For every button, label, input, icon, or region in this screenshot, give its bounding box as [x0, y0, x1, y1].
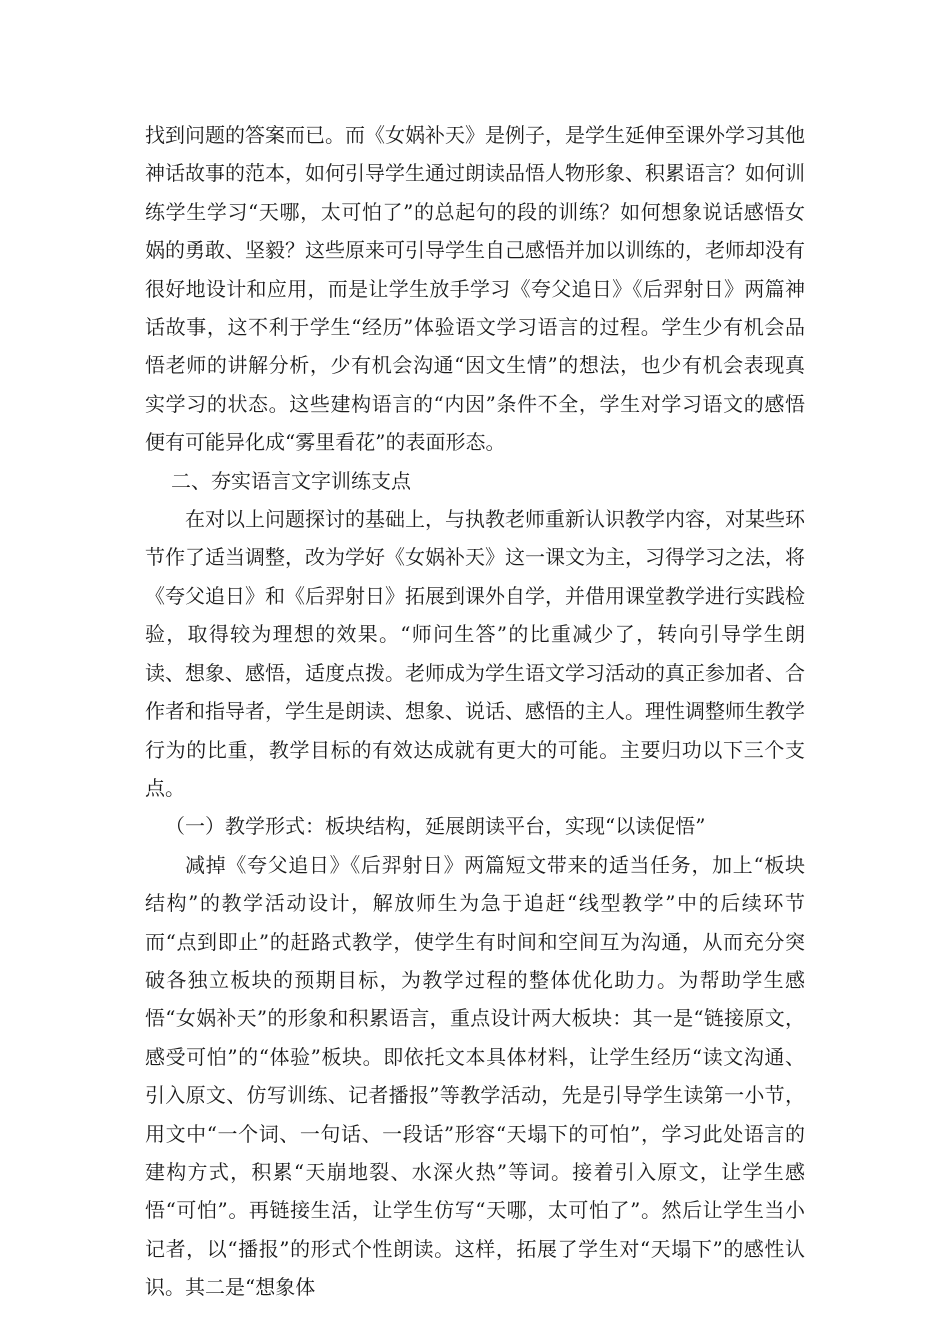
subsection-heading: （一）教学形式：板块结构，延展朗读平台，实现“以读促悟”	[165, 814, 706, 839]
paragraph-continuation: 找到问题的答案而已。而《女娲补天》是例子，是学生延伸至课外学习其他神话故事的范本，如何引导学生通过朗读品悟人物形象、积累语言？如何训练学生学习“天哪，太可怕了”的总起句的段的训练？如何想象说话感悟女娲的勇敢、坚毅？这些原来可引导学生自己感悟并加以训练的，老师却没有很好地设计和应用，而是让学生放手学习《夸父追日》《后羿射日》两篇神话故事，这不利于学生“经历”体验语文学习语言的过程。学生少有机会品悟老师的讲解分析，少有机会沟通“因文生情”的想法，也少有机会表现真实学习的状态。这些建构语言的“内因”条件不全，学生对学习语文的感悟便有可能异化成“雾里看花”的表面形态。	[145, 123, 805, 455]
section-heading: 二、夯实语言文字训练支点	[171, 468, 411, 493]
paragraph-body: 在对以上问题探讨的基础上，与执教老师重新认识教学内容，对某些环节作了适当调整，改为学好《女娲补天》这一课文为主，习得学习之法，将《夸父追日》和《后羿射日》拓展到课外自学，并借用课堂教学进行实践检验，取得较为理想的效果。“师问生答”的比重减少了，转向引导学生朗读、想象、感悟，适度点拨。老师成为学生语文学习活动的真正参加者、合作者和指导者，学生是朗读、想象、说话、感悟的主人。理性调整师生教学行为的比重，教学目标的有效达成就有更大的可能。主要归功以下三个支点。	[145, 507, 805, 800]
document-body	[145, 116, 805, 1307]
paragraph-body: 减掉《夸父追日》《后羿射日》两篇短文带来的适当任务，加上“板块结构”的教学活动设计，解放师生为急于追赶“线型教学”中的后续环节而“点到即止”的赶路式教学，使学生有时间和空间互为沟通，从而充分突破各独立板块的预期目标，为教学过程的整体优化助力。为帮助学生感悟“女娲补天”的形象和积累语言，重点设计两大板块：其一是“链接原文，感受可怕”的“体验”板块。即依托文本具体材料，让学生经历“读文沟通、引入原文、仿写训练、记者播报”等教学活动，先是引导学生读第一小节，用文中“一个词、一句话、一段话”形容“天塌下的可怕”，学习此处语言的建构方式，积累“天崩地裂、水深火热”等词。接着引入原文，让学生感悟“可怕”。再链接生活，让学生仿写“天哪，太可怕了”。然后让学生当小记者，以“播报”的形式个性朗读。这样，拓展了学生对“天塌下”的感性认识。其二是“想象体	[145, 852, 805, 1300]
